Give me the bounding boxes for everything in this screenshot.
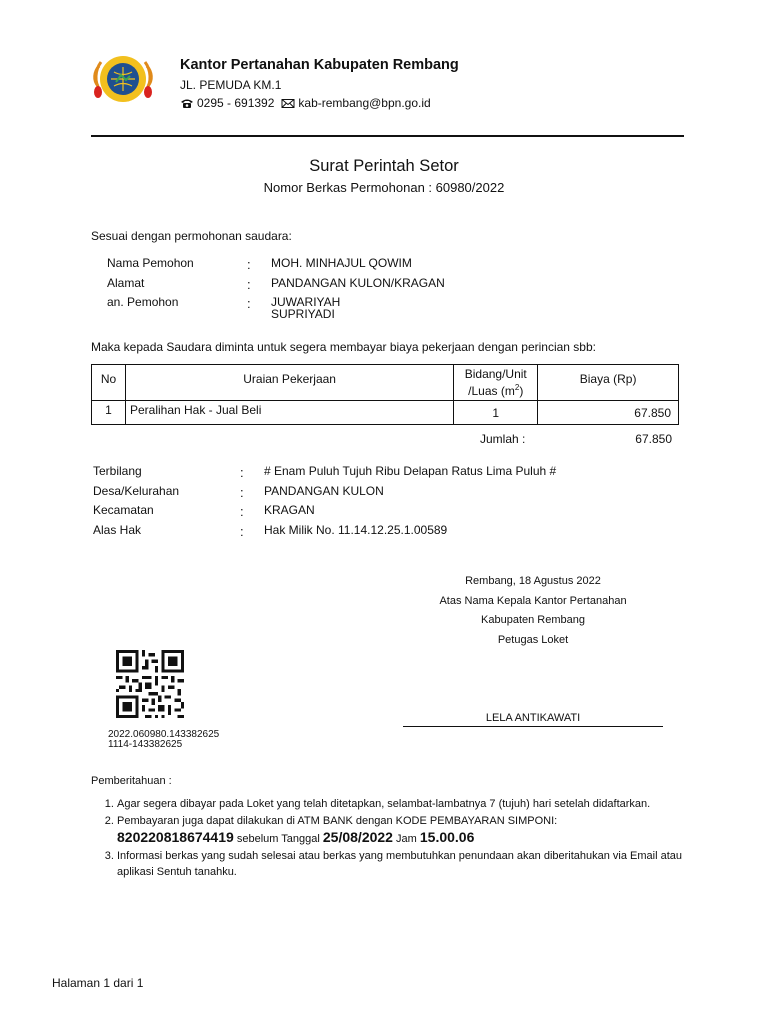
signature-line bbox=[403, 726, 663, 727]
qr-code-text-2: 1114-143382625 bbox=[108, 739, 183, 750]
office-phone: 0295 - 691392 bbox=[197, 96, 275, 110]
header-luas: /Luas (m bbox=[468, 384, 515, 398]
office-name: Kantor Pertanahan Kabupaten Rembang bbox=[180, 57, 459, 73]
due-time: 15.00.06 bbox=[419, 829, 475, 845]
village-label: Desa/Kelurahan bbox=[93, 484, 180, 498]
applicant-name-label: Nama Pemohon bbox=[107, 256, 194, 270]
title-right-label: Alas Hak bbox=[93, 523, 142, 537]
district-value: KRAGAN bbox=[264, 503, 315, 517]
due-date: 25/08/2022 bbox=[322, 829, 393, 845]
intro-text: Sesuai dengan permohonan saudara: bbox=[91, 229, 292, 243]
header-bidang-line1: Bidang/Unit bbox=[464, 367, 527, 381]
signature-line2: Kabupaten Rembang bbox=[481, 614, 585, 626]
header-bidang bbox=[454, 365, 538, 401]
header-biaya: Biaya (Rp) bbox=[538, 365, 679, 401]
header-luas-sup: 2 bbox=[514, 383, 520, 392]
terbilang-label: Terbilang bbox=[93, 464, 142, 478]
office-address: JL. PEMUDA KM.1 bbox=[180, 78, 282, 92]
header-luas-end: ) bbox=[519, 384, 524, 398]
page-footer: Halaman 1 dari 1 bbox=[52, 976, 144, 990]
row-uraian: Peralihan Hak - Jual Beli bbox=[125, 401, 453, 425]
before-label: sebelum Tanggal bbox=[233, 833, 323, 845]
applicant-address-label: Alamat bbox=[107, 276, 145, 290]
colon: : bbox=[247, 257, 251, 272]
on-behalf-label: an. Pemohon bbox=[107, 295, 179, 309]
phone-icon bbox=[180, 98, 194, 109]
row-no: 1 bbox=[92, 401, 126, 425]
on-behalf-value-1: JUWARIYAH bbox=[271, 295, 341, 309]
on-behalf-value-2: SUPRIYADI bbox=[271, 307, 335, 321]
fee-table bbox=[91, 364, 679, 425]
notice-item-2 bbox=[117, 813, 707, 848]
district-label: Kecamatan bbox=[93, 503, 154, 517]
header-no: No bbox=[92, 365, 126, 401]
notice-list bbox=[91, 796, 707, 881]
document-title: Surat Perintah Setor bbox=[309, 157, 459, 175]
instruction-text: Maka kepada Saudara diminta untuk segera membayar biaya pekerjaan dengan perincian sbb: bbox=[91, 340, 596, 354]
table-row bbox=[92, 401, 679, 425]
qr-code-text-1: 2022.060980.143382625 bbox=[108, 729, 220, 740]
signatory-name: LELA ANTIKAWATI bbox=[485, 712, 581, 724]
colon: : bbox=[240, 504, 244, 519]
colon: : bbox=[247, 296, 251, 311]
colon: : bbox=[240, 485, 244, 500]
notice-item-1: 1. Agar segera dibayar pada Loket yang telah ditetapkan, selambat-lambatnya 7 (tujuh) hari setelah didaftarkan. bbox=[117, 796, 707, 813]
time-label: Jam bbox=[392, 833, 420, 845]
office-email: kab-rembang@bpn.go.id bbox=[298, 96, 431, 110]
bpn-logo bbox=[90, 46, 156, 112]
qr-code bbox=[113, 650, 187, 718]
email-icon bbox=[281, 98, 295, 109]
row-biaya: 67.850 bbox=[538, 401, 679, 425]
header-divider bbox=[91, 135, 684, 137]
notice-title: Pemberitahuan : bbox=[91, 775, 172, 787]
total-value: 67.850 bbox=[635, 432, 672, 446]
header-uraian: Uraian Pekerjaan bbox=[125, 365, 453, 401]
applicant-address-value: PANDANGAN KULON/KRAGAN bbox=[271, 276, 445, 290]
notice-item-2-text: Pembayaran juga dapat dilakukan di ATM BANK dengan KODE PEMBAYARAN SIMPONI: bbox=[117, 814, 558, 827]
document-number: Nomor Berkas Permohonan : 60980/2022 bbox=[263, 180, 505, 195]
colon: : bbox=[240, 465, 244, 480]
table-header-row bbox=[92, 365, 679, 401]
applicant-name-value: MOH. MINHAJUL QOWIM bbox=[271, 256, 412, 270]
office-contact bbox=[180, 96, 431, 110]
signature-place-date: Rembang, 18 Agustus 2022 bbox=[465, 575, 601, 587]
row-bidang: 1 bbox=[454, 401, 538, 425]
colon: : bbox=[240, 524, 244, 539]
notice-item-3: 3. Informasi berkas yang sudah selesai atau berkas yang membutuhkan penundaan akan diberitahukan via Email atau aplikasi Sentuh tanahku. bbox=[117, 848, 707, 881]
signature-line1: Atas Nama Kepala Kantor Pertanahan bbox=[439, 595, 627, 607]
title-right-value: Hak Milik No. 11.14.12.25.1.00589 bbox=[264, 523, 448, 537]
terbilang-value: # Enam Puluh Tujuh Ribu Delapan Ratus Lima Puluh # bbox=[264, 464, 557, 478]
total-label: Jumlah : bbox=[480, 432, 526, 446]
colon: : bbox=[247, 277, 251, 292]
payment-code: 820220818674419 bbox=[117, 829, 234, 845]
signature-line3: Petugas Loket bbox=[497, 634, 569, 646]
village-value: PANDANGAN KULON bbox=[264, 484, 384, 498]
